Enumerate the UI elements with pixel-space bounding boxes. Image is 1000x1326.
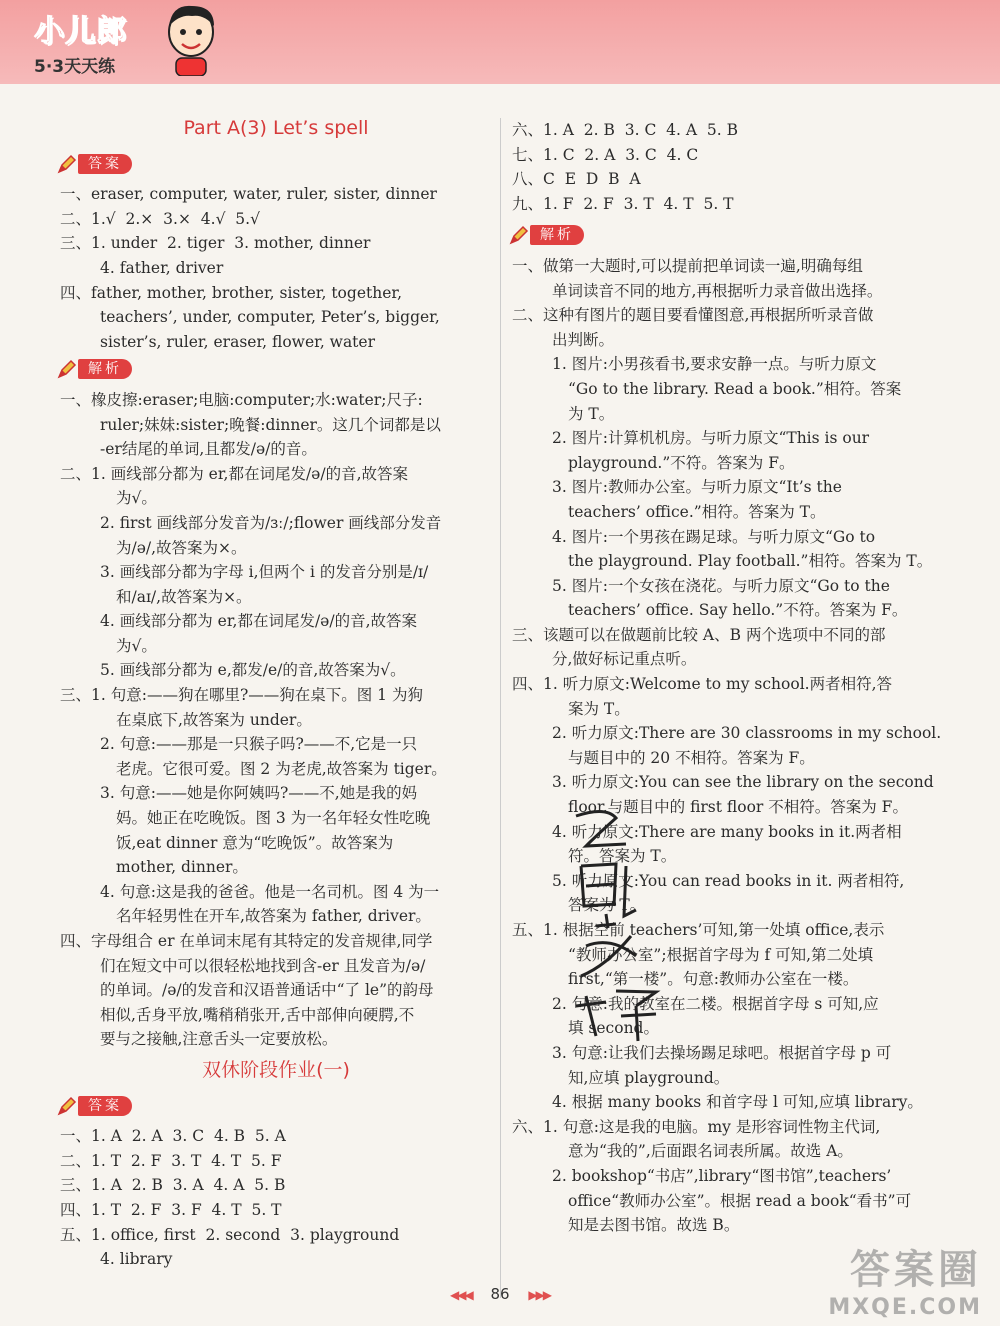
- pencil-icon: [56, 1095, 78, 1117]
- analysis-line: 三、该题可以在做题前比较 A、B 两个选项中不同的部: [512, 625, 886, 644]
- analysis-line: 3. 画线部分都为字母 i,但两个 i 的发音分别是/ɪ/: [100, 563, 429, 582]
- right-arrows-icon: ▶▶▶: [528, 1288, 551, 1302]
- answer-line: 七、1. C 2. A 3. C 4. C: [512, 145, 699, 164]
- analysis-line: 四、字母组合 er 在单词末尾有其特定的发音规律,同学: [60, 932, 433, 950]
- analysis-line: office“教师办公室”。根据 read a book“看书”可: [568, 1191, 912, 1210]
- analysis-line: 1. 图片:小男孩看书,要求安静一点。与听力原文: [552, 355, 877, 374]
- analysis-line: 一、做第一大题时,可以提前把单词读一遍,明确每组: [512, 256, 863, 275]
- answer-badge: [56, 1095, 132, 1117]
- handwritten-scribble: [556, 806, 676, 1046]
- section-title-weekend-homework: 双休阶段作业(一): [202, 1058, 350, 1081]
- analysis-line: the playground. Play football.”相符。答案为 T。: [568, 552, 933, 571]
- analysis-line: 相似,舌身平放,嘴稍稍张开,舌中部伸向硬腭,不: [100, 1005, 415, 1024]
- analysis-line: 五、1. 根据空前 teachers’可知,第一处填 office,表示: [512, 921, 885, 939]
- analysis-line: 二、这种有图片的题目要看懂图意,再根据所听录音做: [512, 306, 874, 325]
- analysis-line: floor.与题目中的 first floor 不相符。答案为 F。: [568, 798, 908, 817]
- right-column: [512, 118, 948, 1238]
- logo-title: 小儿郎: [34, 14, 127, 49]
- answer-line: 六、1. A 2. B 3. C 4. A 5. B: [512, 121, 739, 139]
- analysis-line: 一、橡皮擦:eraser;电脑:computer;水:water;尺子:: [60, 390, 423, 409]
- analysis-line: 老虎。它很可爱。图 2 为老虎,故答案为 tiger。: [116, 759, 447, 778]
- analysis-line: 符。答案为 T。: [568, 847, 677, 866]
- watermark-title: 答案圈: [850, 1247, 982, 1293]
- analysis-line: 知,应填 playground。: [568, 1068, 730, 1087]
- analysis-line: 意为“我的”,后面跟名词表所属。故选 A。: [568, 1142, 853, 1161]
- analysis-line: “Go to the library. Read a book.”相符。答案: [568, 379, 902, 398]
- answer-line: 4. library: [100, 1250, 173, 1269]
- analysis-line: 在桌底下,故答案为 under。: [116, 710, 312, 729]
- analysis-line: 为√。: [116, 489, 157, 508]
- analysis-line: 3. 句意:——她是你阿姨吗?——不,她是我的妈: [100, 784, 418, 803]
- answer-line: sister’s, ruler, eraser, flower, water: [100, 332, 375, 351]
- analysis-line: 3. 句意:让我们去操场踢足球吧。根据首字母 p 可: [552, 1043, 892, 1062]
- answer-line: 三、1. A 2. B 3. A 4. A 5. B: [60, 1176, 286, 1195]
- answer-label: 答案: [78, 1096, 132, 1116]
- analysis-line: 3. 听力原文:You can see the library on the second: [552, 773, 934, 792]
- analysis-line: 5. 图片:一个女孩在浇花。与听力原文“Go to the: [552, 576, 890, 595]
- analysis-line: 4. 图片:一个男孩在踢足球。与听力原文“Go to: [552, 527, 876, 546]
- analysis-line: 2. 句意:我的教室在二楼。根据首字母 s 可知,应: [552, 994, 879, 1013]
- analysis-line: 2. first 画线部分发音为/ɜː/;flower 画线部分发音: [100, 513, 442, 532]
- analysis-line: teachers’ office. Say hello.”不符。答案为 F。: [568, 601, 908, 620]
- analysis-line: 5. 画线部分都为 e,都发/e/的音,故答案为√。: [100, 661, 406, 680]
- analysis-line: ruler;妹妹:sister;晚餐:dinner。这几个词都是以: [100, 415, 441, 434]
- answer-line: 五、1. office, first 2. second 3. playground: [60, 1225, 400, 1244]
- analysis-line: 知是去图书馆。故选 B。: [568, 1216, 740, 1235]
- watermark-url: MXQE.COM: [828, 1295, 982, 1320]
- analysis-line: 案为 T。: [568, 699, 630, 718]
- analysis-line: 四、1. 听力原文:Welcome to my school.两者相符,答: [512, 675, 893, 694]
- analysis-line: teachers’ office.”相符。答案为 T。: [568, 502, 826, 521]
- analysis-line: 填 second。: [568, 1019, 659, 1038]
- answer-line: 八、C E D B A: [512, 170, 641, 189]
- analysis-line: 们在短文中可以很轻松地找到含-er 且发音为/ə/: [100, 956, 426, 975]
- analysis-line: 为/ə/,故答案为×。: [116, 538, 247, 557]
- analysis-line: “教师办公室”;根据首字母为 f 可知,第二处填: [568, 945, 874, 964]
- analysis-line: 答案为 T。: [568, 896, 646, 915]
- analysis-line: 2. 句意:——那是一只猴子吗?——不,它是一只: [100, 735, 418, 754]
- analysis-line: 和/aɪ/,故答案为×。: [116, 587, 252, 606]
- answer-line: 九、1. F 2. F 3. T 4. T 5. T: [512, 194, 734, 213]
- mascot-icon: [162, 2, 220, 76]
- answer-line: 4. father, driver: [100, 258, 224, 277]
- answer-line: 二、1. T 2. F 3. T 4. T 5. F: [60, 1151, 282, 1170]
- analysis-label: 解析: [78, 359, 132, 379]
- analysis-line: 六、1. 句意:这是我的电脑。my 是形容词性物主代词,: [512, 1117, 881, 1136]
- column-divider: [500, 118, 501, 1298]
- pencil-icon: [508, 224, 530, 246]
- answer-line: teachers’, under, computer, Peter’s, bigger,: [100, 308, 440, 327]
- analysis-badge: [508, 224, 584, 246]
- analysis-line: -er结尾的单词,且都发/ə/的音。: [100, 440, 317, 459]
- analysis-line: 为 T。: [568, 404, 615, 423]
- left-arrows-icon: ◀◀◀: [449, 1288, 472, 1302]
- analysis-line: 二、1. 画线部分都为 er,都在词尾发/ə/的音,故答案: [60, 464, 408, 483]
- brand-logo: [34, 6, 127, 77]
- analysis-line: 的单词。/ə/的发音和汉语普通话中“了 le”的韵母: [100, 981, 434, 1000]
- pencil-icon: [56, 153, 78, 175]
- pencil-icon: [56, 358, 78, 380]
- answer-line: 一、1. A 2. A 3. C 4. B 5. A: [60, 1127, 286, 1146]
- analysis-label: 解析: [530, 225, 584, 245]
- analysis-line: 4. 画线部分都为 er,都在词尾发/ə/的音,故答案: [100, 612, 417, 631]
- left-column: [60, 110, 492, 1272]
- answer-line: 二、1.√ 2.× 3.× 4.√ 5.√: [60, 209, 260, 228]
- analysis-line: 2. bookshop“书店”,library“图书馆”,teachers’: [552, 1166, 892, 1185]
- analysis-line: 与题目中的 20 不相符。答案为 F。: [568, 748, 815, 767]
- analysis-line: 单词读音不同的地方,再根据听力录音做出选择。: [552, 281, 883, 300]
- analysis-line: 妈。她正在吃晚饭。图 3 为一名年轻女性吃晚: [116, 809, 431, 828]
- analysis-line: 4. 根据 many books 和首字母 l 可知,应填 library。: [552, 1093, 923, 1112]
- answer-badge: [56, 153, 132, 175]
- analysis-line: 出判断。: [552, 330, 615, 349]
- analysis-line: 名年轻男性在开车,故答案为 father, driver。: [116, 907, 431, 926]
- answer-line: 一、eraser, computer, water, ruler, sister, dinner: [60, 185, 437, 204]
- analysis-line: 分,做好标记重点听。: [552, 650, 697, 669]
- analysis-line: 2. 听力原文:There are 30 classrooms in my school.: [552, 724, 942, 743]
- analysis-line: playground.”不符。答案为 F。: [568, 453, 795, 472]
- watermark: [828, 1238, 982, 1320]
- analysis-line: 4. 听力原文:There are many books in it.两者相: [552, 822, 902, 841]
- page-number: 86: [490, 1285, 510, 1303]
- analysis-line: 5. 听力原文:You can read books in it. 两者相符,: [552, 871, 905, 890]
- page-header: [0, 0, 1000, 84]
- answer-line: 四、father, mother, brother, sister, together,: [60, 283, 403, 302]
- analysis-line: 要与之接触,注意舌头一定要放松。: [100, 1030, 338, 1049]
- section-title-part-a3: Part A(3) Let’s spell: [183, 117, 369, 139]
- analysis-line: 3. 图片:教师办公室。与听力原文“It’s the: [552, 478, 842, 497]
- answer-line: 四、1. T 2. F 3. F 4. T 5. T: [60, 1200, 282, 1219]
- analysis-line: 2. 图片:计算机机房。与听力原文“This is our: [552, 429, 870, 448]
- logo-subtitle: 5·3天天练: [34, 57, 116, 77]
- analysis-line: 三、1. 句意:——狗在哪里?——狗在桌下。图 1 为狗: [60, 686, 423, 705]
- analysis-badge: [56, 358, 132, 380]
- answer-label: 答案: [78, 154, 132, 174]
- analysis-line: 为√。: [116, 636, 157, 655]
- analysis-line: mother, dinner。: [116, 858, 248, 877]
- answer-line: 三、1. under 2. tiger 3. mother, dinner: [60, 234, 371, 253]
- analysis-line: 4. 句意:这是我的爸爸。他是一名司机。图 4 为一: [100, 882, 440, 901]
- analysis-line: first,“第一楼”。句意:教师办公室在一楼。: [568, 970, 859, 989]
- analysis-line: 饭,eat dinner 意为“吃晚饭”。故答案为: [116, 833, 394, 852]
